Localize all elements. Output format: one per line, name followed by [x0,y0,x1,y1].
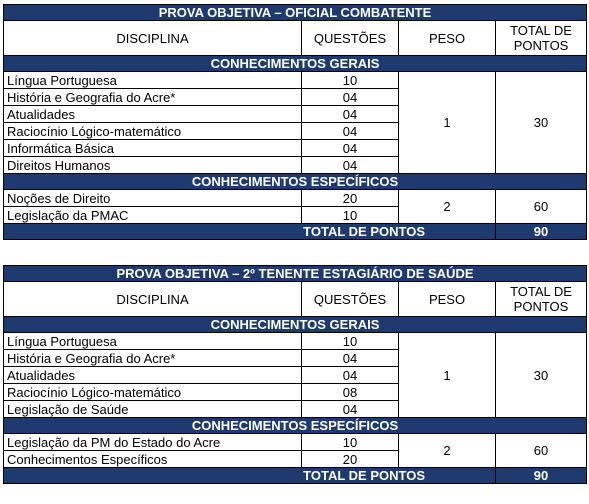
total-row [4,468,587,484]
header-total: TOTAL DE PONTOS [496,282,587,317]
disciplina-cell: Língua Portuguesa [4,333,302,350]
header-questoes: QUESTÕES [302,21,399,56]
disciplina-cell: História e Geografia do Acre* [4,350,302,367]
total-row [4,224,587,240]
section-label: CONHECIMENTOS ESPECÍFICOS [4,418,587,434]
questoes-cell: 20 [302,451,399,468]
questoes-cell: 04 [302,106,399,123]
header-questoes: QUESTÕES [302,282,399,317]
table-row [4,190,587,207]
disciplina-cell: Legislação da PMAC [4,207,302,224]
peso-cell: 1 [399,72,496,174]
questoes-cell: 04 [302,157,399,174]
questoes-cell: 04 [302,367,399,384]
questoes-cell: 04 [302,123,399,140]
questoes-cell: 20 [302,190,399,207]
section-row-gerais [4,317,587,333]
disciplina-cell: Legislação de Saúde [4,401,302,418]
questoes-cell: 04 [302,401,399,418]
table-row [4,333,587,350]
disciplina-cell: Legislação da PM do Estado do Acre [4,434,302,451]
questoes-cell: 10 [302,434,399,451]
total-cell: 30 [496,333,587,418]
questoes-cell: 08 [302,384,399,401]
disciplina-cell: Conhecimentos Específicos [4,451,302,468]
section-label: CONHECIMENTOS GERAIS [4,56,587,72]
disciplina-cell: Noções de Direito [4,190,302,207]
table-title: PROVA OBJETIVA – OFICIAL COMBATENTE [4,5,587,21]
disciplina-cell: Atualidades [4,106,302,123]
peso-cell: 2 [399,190,496,224]
questoes-cell: 04 [302,89,399,106]
section-label: CONHECIMENTOS ESPECÍFICOS [4,174,587,190]
disciplina-cell: Direitos Humanos [4,157,302,174]
disciplina-cell: Língua Portuguesa [4,72,302,89]
header-peso: PESO [399,282,496,317]
total-value: 90 [496,468,587,484]
section-row-especificos [4,174,587,190]
exam-table-oficial-combatente [3,4,587,240]
table-row [4,434,587,451]
disciplina-cell: Atualidades [4,367,302,384]
peso-cell: 1 [399,333,496,418]
questoes-cell: 04 [302,140,399,157]
questoes-cell: 10 [302,333,399,350]
total-cell: 60 [496,190,587,224]
exam-table-tenente-saude [3,265,587,484]
peso-cell: 2 [399,434,496,468]
header-disciplina: DISCIPLINA [4,21,302,56]
disciplina-cell: História e Geografia do Acre* [4,89,302,106]
header-disciplina: DISCIPLINA [4,282,302,317]
total-value: 90 [496,224,587,240]
header-total: TOTAL DE PONTOS [496,21,587,56]
section-label: CONHECIMENTOS GERAIS [4,317,587,333]
questoes-cell: 04 [302,350,399,367]
total-label: TOTAL DE PONTOS [4,224,496,240]
section-row-especificos [4,418,587,434]
questoes-cell: 10 [302,72,399,89]
disciplina-cell: Raciocínio Lógico-matemático [4,384,302,401]
header-row [4,21,587,56]
total-cell: 30 [496,72,587,174]
questoes-cell: 10 [302,207,399,224]
header-peso: PESO [399,21,496,56]
header-row [4,282,587,317]
table-row [4,72,587,89]
disciplina-cell: Informática Básica [4,140,302,157]
table-title: PROVA OBJETIVA – 2º TENENTE ESTAGIÁRIO DE SAÚDE [4,266,587,282]
total-cell: 60 [496,434,587,468]
table-title-row [4,5,587,21]
table-title-row [4,266,587,282]
total-label: TOTAL DE PONTOS [4,468,496,484]
section-row-gerais [4,56,587,72]
disciplina-cell: Raciocínio Lógico-matemático [4,123,302,140]
